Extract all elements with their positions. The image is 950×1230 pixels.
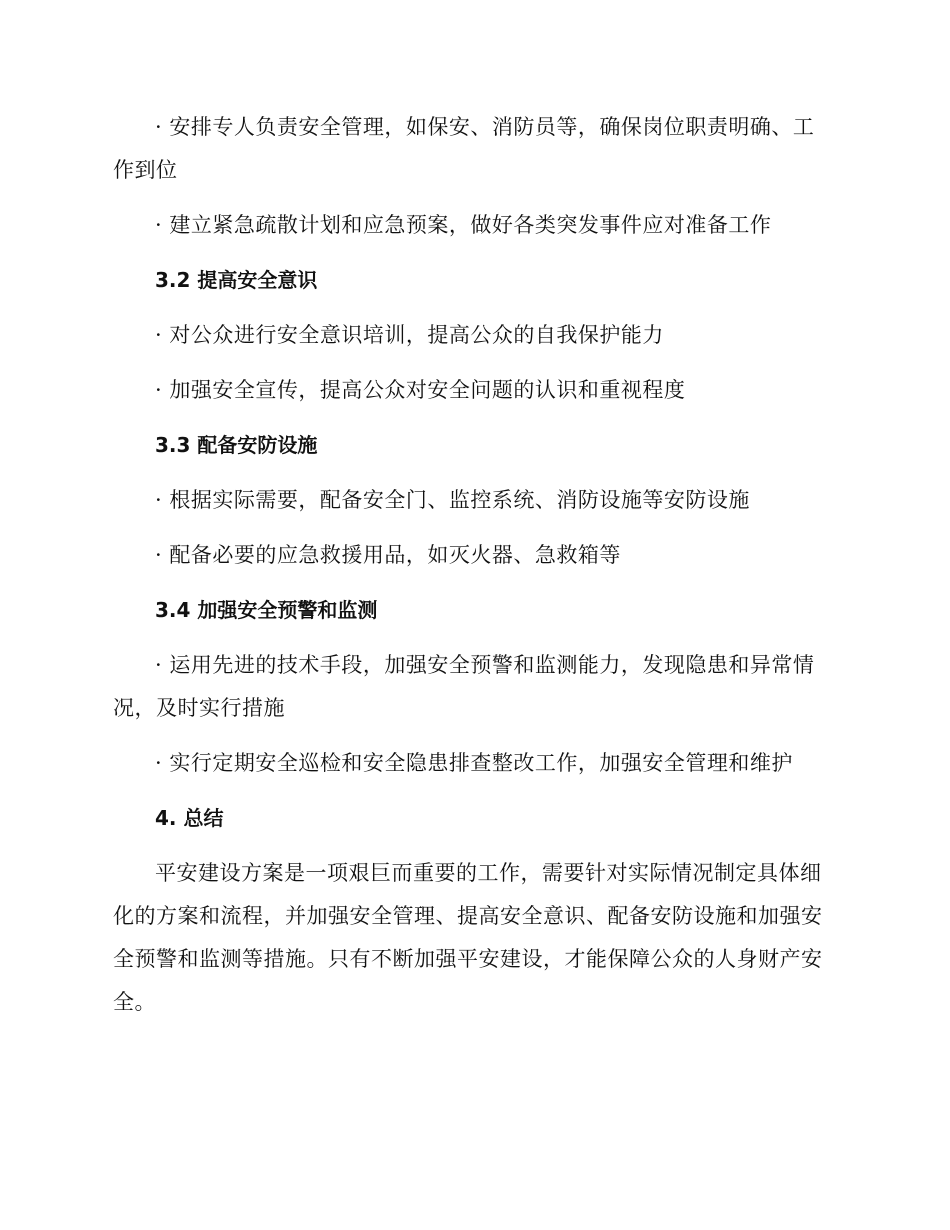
bullet-safety-publicity: · 加强安全宣传，提高公众对安全问题的认识和重视程度: [155, 378, 686, 402]
bullet-emergency-supplies: · 配备必要的应急救援用品，如灭火器、急救箱等: [155, 543, 621, 567]
summary-paragraph: 平安建设方案是一项艰巨而重要的工作，需要针对实际情况制定具体细化的方案和流程，并加强安全管理、提高安全意识、配备安防设施和加强安全预警和监测等措施。只有不断加强平安建设，才能保障公众的人身财产安全。: [113, 861, 823, 1014]
section-heading-3-2: 3.2 提高安全意识: [155, 268, 318, 292]
section-heading-3-4: 3.4 加强安全预警和监测: [155, 598, 378, 622]
bullet-awareness-training: · 对公众进行安全意识培训，提高公众的自我保护能力: [155, 323, 664, 347]
bullet-staffing: · 安排专人负责安全管理，如保安、消防员等，确保岗位职责明确、工作到位: [113, 115, 815, 182]
document-body: [113, 106, 833, 1024]
section-heading-3-3: 3.3 配备安防设施: [155, 433, 318, 457]
bullet-security-facilities: · 根据实际需要，配备安全门、监控系统、消防设施等安防设施: [155, 488, 750, 512]
bullet-regular-inspection: · 实行定期安全巡检和安全隐患排查整改工作，加强安全管理和维护: [155, 751, 793, 775]
bullet-evacuation-plan: · 建立紧急疏散计划和应急预案，做好各类突发事件应对准备工作: [155, 213, 772, 237]
bullet-monitoring-technology: · 运用先进的技术手段，加强安全预警和监测能力，发现隐患和异常情况，及时实行措施: [113, 653, 815, 720]
section-heading-4: 4. 总结: [155, 806, 224, 830]
